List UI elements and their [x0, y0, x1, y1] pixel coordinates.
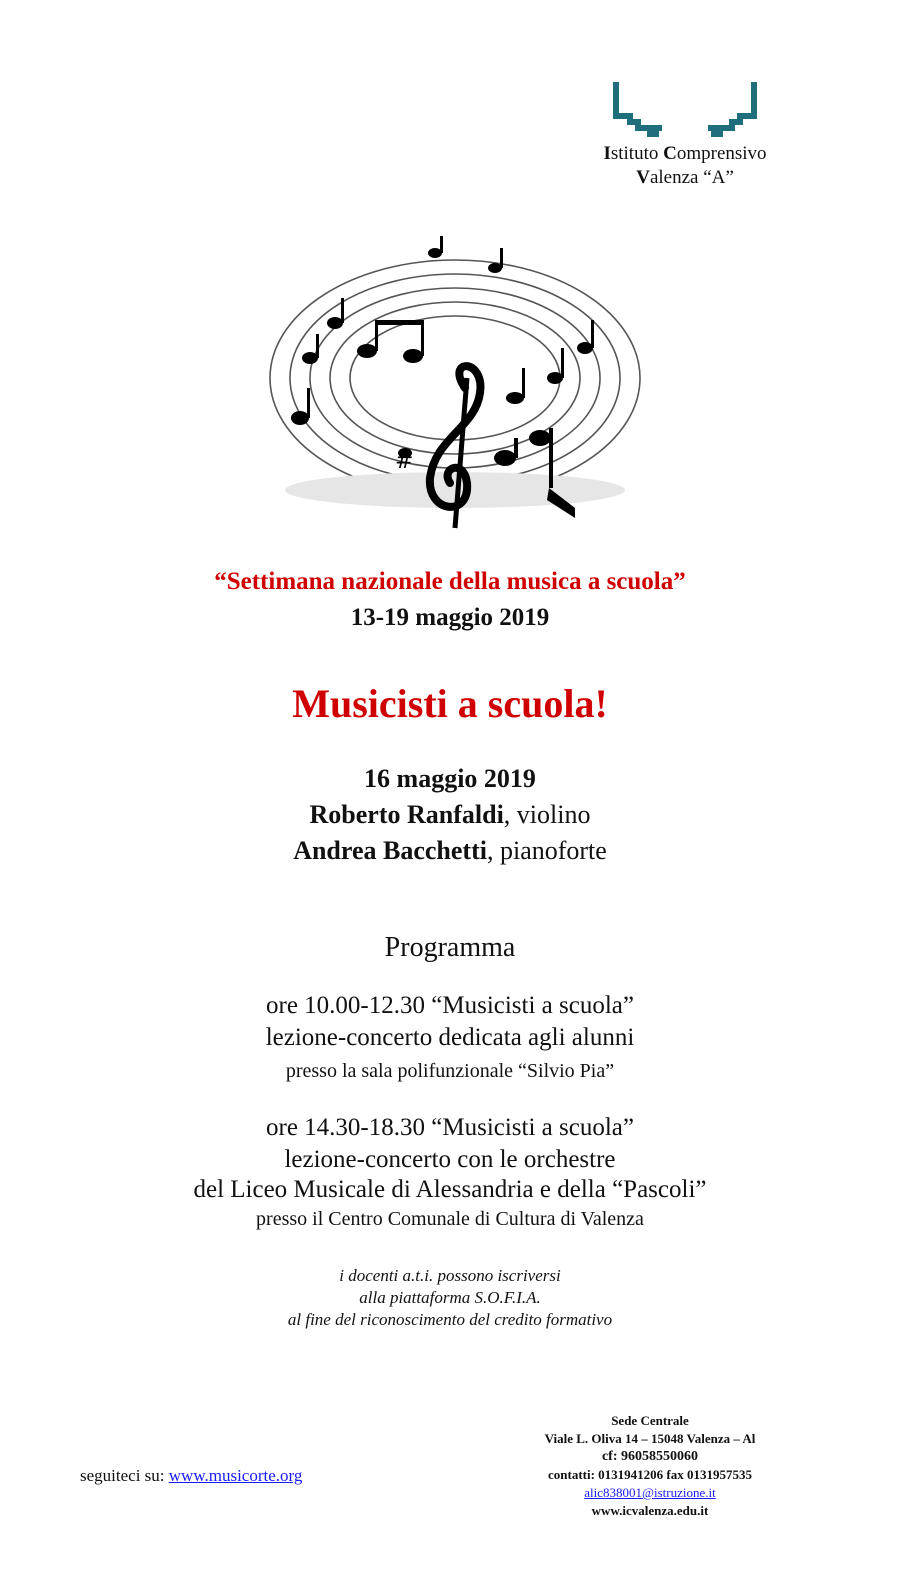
session1-place: presso la sala polifunzionale “Silvio Pia” — [285, 1060, 615, 1082]
session1-time: ore 10.00-12.30 “Musicisti a scuola” — [266, 992, 634, 1019]
svg-text:#: # — [395, 449, 414, 474]
session2-groups: del Liceo Musicale di Alessandria e della “Pascoli” — [193, 1176, 707, 1203]
follow-us — [80, 1466, 302, 1486]
performer-piano — [0, 836, 900, 866]
performer-role: , violino — [503, 800, 591, 829]
footer-website: www.icvalenza.edu.it — [591, 1503, 709, 1518]
school-name-line1: Istituto Comprensivo — [603, 143, 767, 164]
footer-cf: cf: 96058550060 — [601, 1449, 699, 1464]
note-line: i docenti a.t.i. possono iscriversi — [339, 1266, 561, 1285]
school-name — [580, 142, 790, 190]
session1-description: lezione-concerto dedicata agli alunni — [265, 1024, 635, 1051]
note-line: alla piattaforma S.O.F.I.A. — [359, 1288, 541, 1307]
session2-time: ore 14.30-18.30 “Musicisti a scuola” — [266, 1114, 634, 1141]
event-date: 16 maggio 2019 — [364, 764, 536, 793]
performer-violin — [0, 800, 900, 830]
program-heading: Programma — [384, 932, 516, 963]
footer-contacts-phone: contatti: 0131941206 fax 0131957535 — [547, 1467, 752, 1482]
main-title: Musicisti a scuola! — [292, 681, 608, 726]
performer-name: Andrea Bacchetti — [293, 836, 487, 865]
week-title: “Settimana nazionale della musica a scuola” — [214, 568, 686, 595]
footer-address: Viale L. Oliva 14 – 15048 Valenza – Al — [544, 1431, 756, 1446]
music-staff-swirl-icon — [255, 228, 645, 548]
week-dates: 13-19 maggio 2019 — [350, 604, 550, 631]
footer-contacts — [500, 1412, 800, 1520]
school-logo — [610, 78, 760, 138]
footer-email-link[interactable]: alic838001@istruzione.it — [584, 1485, 716, 1500]
note-line: al fine del riconoscimento del credito formativo — [287, 1310, 613, 1329]
session2-description: lezione-concerto con le orchestre — [284, 1146, 616, 1173]
performer-name: Roberto Ranfaldi — [309, 800, 504, 829]
follow-label: seguiteci su: — [80, 1466, 169, 1485]
session2-place: presso il Centro Comunale di Cultura di Valenza — [256, 1208, 644, 1230]
footer-title: Sede Centrale — [611, 1413, 689, 1428]
school-name-line2: Valenza “A” — [636, 167, 734, 188]
performer-role: , pianoforte — [486, 836, 607, 865]
musicorte-link[interactable]: www.musicorte.org — [168, 1466, 303, 1485]
